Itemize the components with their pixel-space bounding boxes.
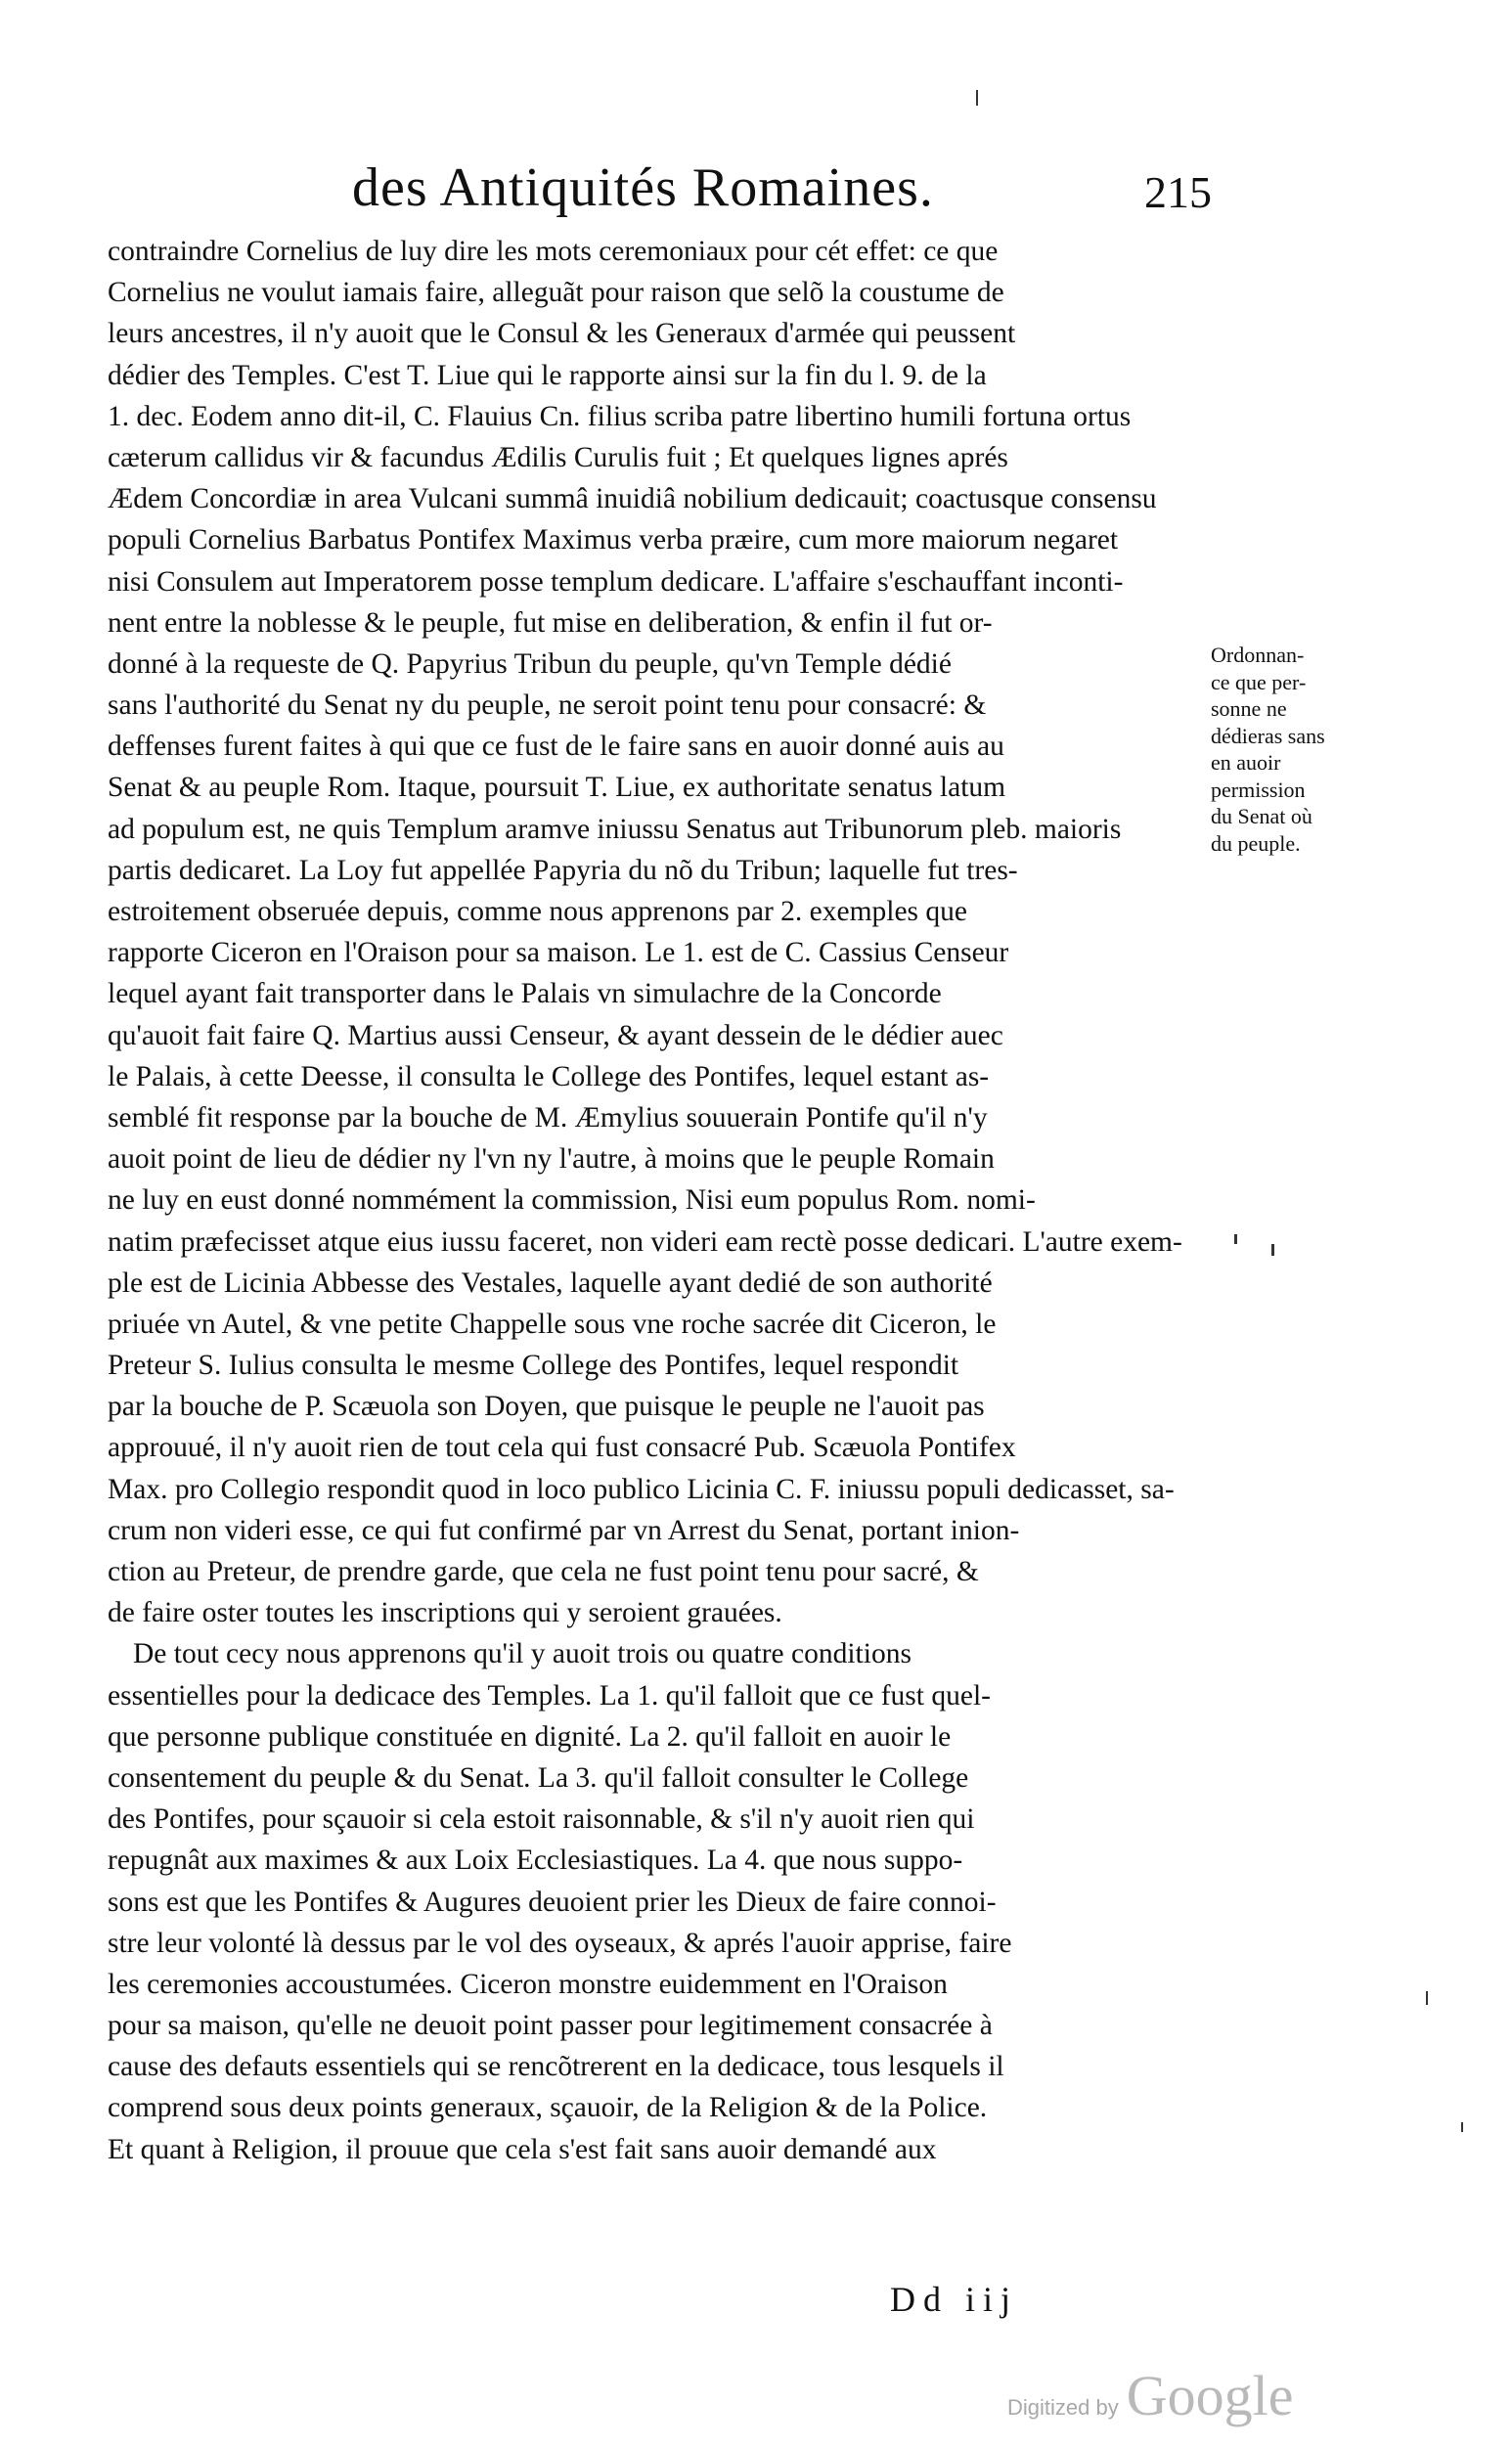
ink-speck	[1461, 2122, 1463, 2132]
running-head: des Antiquités Romaines.	[352, 157, 934, 218]
text-line: ad populum est, ne quis Templum aramve iniussu Senatus aut Tribunorum pleb. maioris	[108, 813, 1122, 845]
margin-note-line: dédieras sans	[1211, 723, 1325, 748]
margin-note-line: du Senat où	[1211, 804, 1312, 828]
text-line: deffenses furent faites à qui que ce fust de le faire sans en auoir donné auis au	[108, 731, 1004, 763]
margin-note-line: Ordonnan-	[1211, 643, 1305, 667]
page-number: 215	[1144, 167, 1212, 217]
text-line: priuée vn Autel, & vne petite Chappelle sous vne roche sacrée dit Ciceron, le	[108, 1308, 997, 1340]
margin-note-line: sonne ne	[1211, 696, 1287, 721]
text-line: nent entre la noblesse & le peuple, fut mise en deliberation, & enfin il fut or-	[108, 606, 993, 639]
text-line: De tout cecy nous apprenons qu'il y auoit trois ou quatre conditions	[133, 1638, 912, 1670]
text-line: sons est que les Pontifes & Augures deuoient prier les Dieux de faire connoi-	[108, 1886, 997, 1918]
text-line: approuué, il n'y auoit rien de tout cela qui fust consacré Pub. Scæuola Pontifex	[108, 1432, 1016, 1464]
text-line: nisi Consulem aut Imperatorem posse templum dedicare. L'affaire s'eschauffant inconti-	[108, 565, 1124, 598]
text-line: Et quant à Religion, il prouue que cela s'est fait sans auoir demandé aux	[108, 2133, 937, 2165]
text-line: semblé fit response par la bouche de M. Æmylius souuerain Pontife qu'il n'y	[108, 1101, 988, 1134]
text-line: qu'auoit fait faire Q. Martius aussi Censeur, & ayant dessein de le dédier auec	[108, 1019, 1003, 1051]
text-line: donné à la requeste de Q. Papyrius Tribun du peuple, qu'vn Temple dédié	[108, 647, 952, 680]
ink-speck	[1426, 1991, 1428, 2005]
text-line: auoit point de lieu de dédier ny l'vn ny l'autre, à moins que le peuple Romain	[108, 1143, 995, 1176]
text-line: repugnât aux maximes & aux Loix Ecclesiastiques. La 4. que nous suppo-	[108, 1845, 963, 1877]
body-text	[108, 231, 1203, 2170]
text-line: crum non videri esse, ce qui fut confirmé par vn Arrest du Senat, portant inion-	[108, 1514, 1020, 1546]
text-line: ne luy en eust donné nommément la commission, Nisi eum populus Rom. nomi-	[108, 1184, 1036, 1217]
signature-mark: Dd iij	[890, 2280, 1019, 2319]
text-line: que personne publique constituée en dignité. La 2. qu'il falloit en auoir le	[108, 1720, 952, 1753]
text-line: natim præfecisset atque eius iussu faceret, non videri eam rectè posse dedicari. L'autre exem-	[108, 1225, 1182, 1258]
text-line: comprend sous deux points generaux, sçauoir, de la Religion & de la Police.	[108, 2092, 988, 2124]
ink-speck	[976, 90, 978, 106]
margin-note-line: du peuple.	[1211, 830, 1301, 856]
text-line: le Palais, à cette Deesse, il consulta le College des Pontifes, lequel estant as-	[108, 1060, 990, 1092]
digitized-watermark	[1007, 2363, 1293, 2428]
ink-speck	[1271, 1244, 1274, 1256]
text-line: cæterum callidus vir & facundus Ædilis Curulis fuit ; Et quelques lignes aprés	[108, 441, 1008, 473]
text-line: 1. dec. Eodem anno dit-il, C. Flauius Cn. filius scriba patre libertino humili fortuna ortus	[108, 400, 1132, 432]
digitized-by-label: Digitized by	[1007, 2395, 1119, 2420]
text-line: ple est de Licinia Abbesse des Vestales, laquelle ayant dedié de son authorité	[108, 1267, 993, 1299]
google-logo: Google	[1126, 2364, 1294, 2427]
text-line: populi Cornelius Barbatus Pontifex Maximus verba præire, cum more maiorum negaret	[108, 524, 1119, 556]
margin-note-line: permission	[1211, 777, 1306, 802]
text-line: pour sa maison, qu'elle ne deuoit point passer pour legitimement consacrée à	[108, 2010, 993, 2042]
text-line: des Pontifes, pour sçauoir si cela estoit raisonnable, & s'il n'y auoit rien qui	[108, 1803, 975, 1836]
text-line: consentement du peuple & du Senat. La 3. qu'il falloit consulter le College	[108, 1761, 969, 1794]
text-line: stre leur volonté là dessus par le vol des oyseaux, & aprés l'auoir apprise, faire	[108, 1927, 1012, 1959]
text-line: Max. pro Collegio respondit quod in loco publico Licinia C. F. iniussu populi dedicasset, sa-	[108, 1473, 1175, 1505]
text-line: estroitement obseruée depuis, comme nous apprenons par 2. exemples que	[108, 896, 968, 927]
text-line: Preteur S. Iulius consulta le mesme College des Pontifes, lequel respondit	[108, 1350, 959, 1382]
text-line: partis dedicaret. La Loy fut appellée Papyria du nõ du Tribun; laquelle fut tres-	[108, 854, 1018, 886]
text-line: ction au Preteur, de prendre garde, que cela ne fust point tenu pour sacré, &	[108, 1556, 979, 1587]
text-line: dédier des Temples. C'est T. Liue qui le rapporte ainsi sur la fin du l. 9. de la	[108, 359, 987, 391]
text-line: Ædem Concordiæ in area Vulcani summâ inuidiâ nobilium dedicauit; coactusque consensu	[108, 483, 1157, 515]
text-line: par la bouche de P. Scæuola son Doyen, que puisque le peuple ne l'auoit pas	[108, 1391, 985, 1423]
margin-note	[1211, 642, 1367, 857]
text-line: Cornelius ne voulut iamais faire, alleguãt pour raison que selõ la coustume de	[108, 277, 1004, 309]
margin-note-line: en auoir	[1211, 750, 1281, 775]
margin-note-line: ce que per-	[1211, 669, 1307, 694]
text-line: de faire oster toutes les inscriptions qui y seroient grauées.	[108, 1597, 782, 1629]
text-line: lequel ayant fait transporter dans le Palais vn simulachre de la Concorde	[108, 978, 942, 1010]
text-line: cause des defauts essentiels qui se rencõtrerent en la dedicace, tous lesquels il	[108, 2051, 1004, 2083]
text-line: contraindre Cornelius de luy dire les mots ceremoniaux pour cét effet: ce que	[108, 236, 999, 267]
text-line: Senat & au peuple Rom. Itaque, poursuit T. Liue, ex authoritate senatus latum	[108, 772, 1006, 804]
text-line: les ceremonies accoustumées. Ciceron monstre euidemment en l'Oraison	[108, 1968, 948, 2000]
ink-speck	[1234, 1234, 1237, 1244]
text-line: rapporte Ciceron en l'Oraison pour sa maison. Le 1. est de C. Cassius Censeur	[108, 937, 1009, 969]
text-line: sans l'authorité du Senat ny du peuple, ne seroit point tenu pour consacré: &	[108, 689, 987, 722]
text-line: leurs ancestres, il n'y auoit que le Consul & les Generaux d'armée qui peussent	[108, 318, 1016, 350]
text-line: essentielles pour la dedicace des Temples. La 1. qu'il falloit que ce fust quel-	[108, 1679, 991, 1712]
